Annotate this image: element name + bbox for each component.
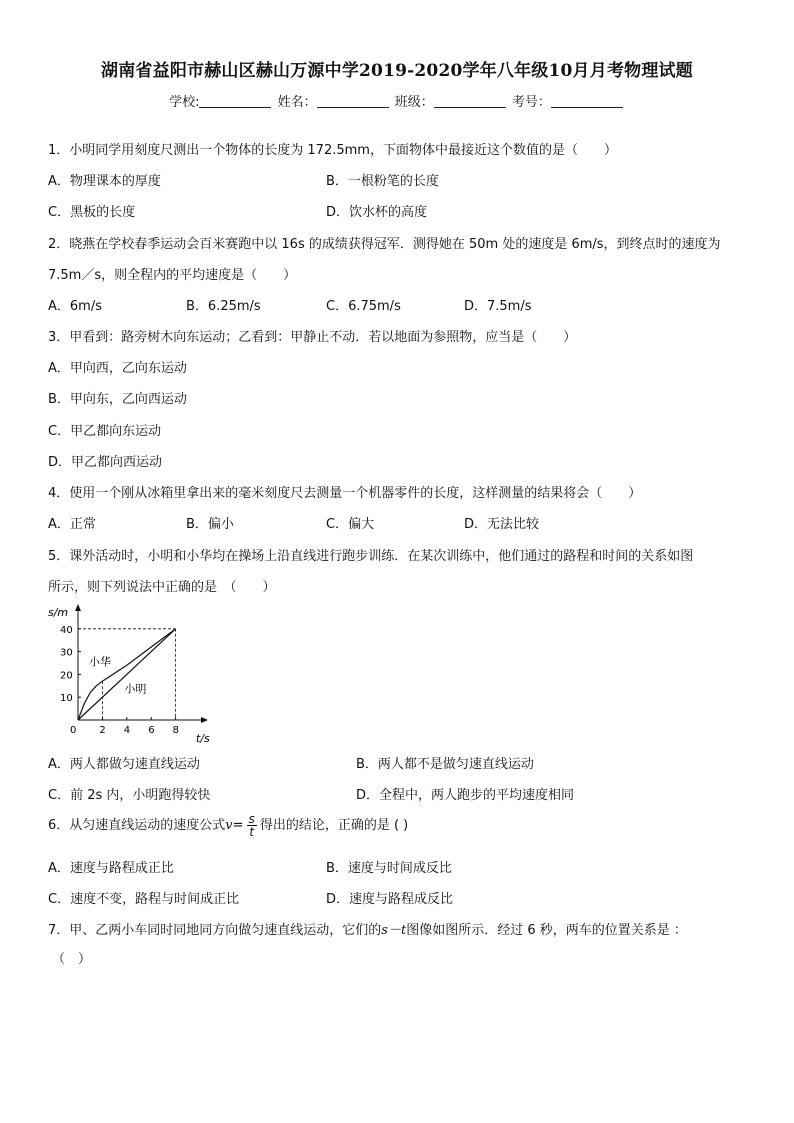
q6-formula-numerator: s (248, 812, 255, 826)
q2-option-c[interactable]: C．6.75m/s (326, 299, 401, 314)
q6-option-d[interactable]: D．速度与路程成反比 (326, 892, 454, 907)
q6-formula-v: v (225, 818, 233, 833)
exam-no-label: 考号： (511, 95, 551, 110)
question-2-stem-line1: 2．晓燕在学校春季运动会百米赛跑中以 16s 的成绩获得冠军．测得她在 50m 处的速度是 6m/s，到终点时的速度为 (48, 237, 721, 252)
question-4-stem: 4．使用一个刚从冰箱里拿出来的毫米刻度尺去测量一个机器零件的长度，这样测量的结果将会（ ） (48, 486, 642, 501)
q6-formula-fraction (247, 813, 257, 838)
q2-option-a[interactable]: A．6m/s (48, 299, 102, 314)
y-tick-label: 40 (60, 624, 73, 636)
q5-option-a[interactable]: A．两人都做匀速直线运动 (48, 757, 200, 772)
x-tick-label: 2 (99, 725, 106, 736)
x-axis-arrow (201, 717, 208, 723)
exam-no-blank[interactable] (551, 95, 623, 108)
question-7-stem-line2: （ ） (52, 952, 92, 967)
q5-option-b[interactable]: B．两人都不是做匀速直线运动 (356, 757, 534, 772)
q1-option-d[interactable]: D．饮水杯的高度 (326, 205, 428, 220)
question-2-stem-line2: 7.5m／s，则全程内的平均速度是（ ） (48, 268, 297, 283)
question-6-stem (48, 813, 408, 838)
question-1-stem: 1．小明同学用刻度尺测出一个物体的长度为 172.5mm，下面物体中最接近这个数值的是（ ） (48, 143, 617, 158)
page-title: 湖南省益阳市赫山区赫山万源中学2019-2020学年八年级10月月考物理试题 (101, 61, 693, 81)
q5-option-c[interactable]: C．前 2s 内，小明跑得较快 (48, 788, 211, 803)
x-tick-label: 0 (70, 725, 77, 736)
q6-option-a[interactable]: A．速度与路程成正比 (48, 861, 174, 876)
series-line-xiaoming (78, 629, 176, 720)
q1-option-c[interactable]: C．黑板的长度 (48, 205, 136, 220)
q3-option-b[interactable]: B．甲向东，乙向西运动 (48, 392, 187, 407)
series-label-xiaohua: 小华 (88, 655, 111, 669)
q1-option-b[interactable]: B．一根粉笔的长度 (326, 174, 439, 189)
q3-option-d[interactable]: D．甲乙都向西运动 (48, 455, 163, 470)
question-5-stem-line1: 5．课外活动时，小明和小华均在操场上沿直线进行跑步训练．在某次训练中，他们通过的路程和时间的关系如图 (48, 549, 694, 564)
y-tick-label: 30 (60, 647, 73, 659)
q3-option-c[interactable]: C．甲乙都向东运动 (48, 424, 162, 439)
q6-stem-suffix: 得出的结论，正确的是 ( ) (259, 818, 409, 833)
q7-stem-suffix: 图像如图所示．经过 6 秒，两车的位置关系是 ： (406, 923, 687, 938)
question-7-stem-line1 (48, 919, 687, 938)
q1-option-a[interactable]: A．物理课本的厚度 (48, 174, 161, 189)
q6-option-b[interactable]: B．速度与时间成反比 (326, 861, 452, 876)
q2-option-b[interactable]: B．6.25m/s (186, 299, 261, 314)
q2-option-d[interactable]: D．7.5m/s (464, 299, 532, 314)
x-tick-label: 4 (123, 725, 131, 736)
student-info-line (0, 91, 794, 110)
question-5-stem-line2: 所示，则下列说法中正确的是 （ ） (48, 580, 276, 595)
q6-option-c[interactable]: C．速度不变，路程与时间成正比 (48, 892, 240, 907)
y-tick-label: 10 (60, 693, 73, 705)
q7-stem-prefix: 7．甲、乙两小车同时同地同方向做匀速直线运动，它们的 (48, 923, 382, 938)
x-tick-label: 6 (148, 725, 155, 736)
question-3-stem: 3．甲看到：路旁树木向东运动；乙看到：甲静止不动．若以地面为参照物，应当是（ ） (48, 330, 577, 345)
q3-option-a[interactable]: A．甲向西，乙向东运动 (48, 361, 187, 376)
y-axis-label: s/m (48, 606, 69, 619)
q6-formula-denominator: t (249, 825, 255, 839)
q4-option-c[interactable]: C．偏大 (326, 517, 375, 532)
class-label: 班级： (394, 95, 434, 110)
q5-option-d[interactable]: D．全程中，两人跑步的平均速度相同 (356, 788, 575, 803)
x-tick-label: 8 (172, 725, 179, 736)
q4-option-a[interactable]: A．正常 (48, 517, 96, 532)
q6-stem-prefix: 6．从匀速直线运动的速度公式 (48, 818, 226, 833)
y-axis-arrow (75, 604, 81, 611)
q4-option-d[interactable]: D．无法比较 (464, 517, 540, 532)
q4-option-b[interactable]: B．偏小 (186, 517, 234, 532)
school-blank[interactable] (199, 95, 271, 108)
name-label: 姓名： (277, 95, 317, 110)
series-label-xiaoming: 小明 (124, 682, 147, 696)
name-blank[interactable] (317, 95, 389, 108)
q6-formula-eq: = (232, 818, 244, 833)
q7-formula: s－t (381, 923, 407, 938)
y-tick-label: 20 (60, 670, 73, 682)
x-axis-label: t/s (196, 732, 210, 745)
class-blank[interactable] (434, 95, 506, 108)
s-t-chart (40, 602, 220, 747)
school-label: 学校: (169, 95, 200, 110)
